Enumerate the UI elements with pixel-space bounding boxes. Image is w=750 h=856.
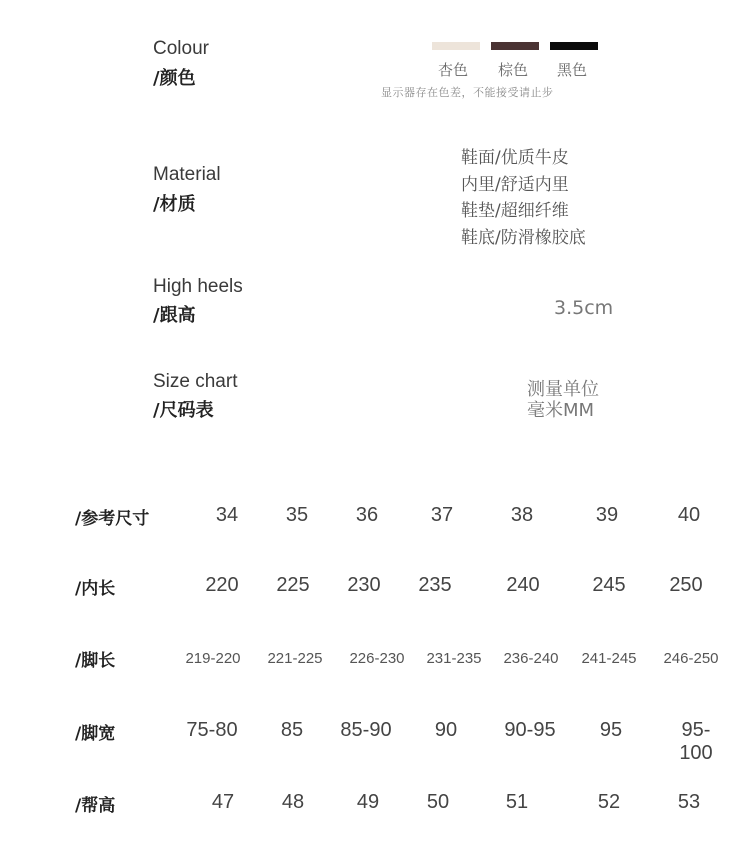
size-row-label: /内长 <box>75 579 116 599</box>
size-cell: 221-225 <box>267 650 323 667</box>
size-cell: 236-240 <box>503 650 559 667</box>
swatch-label-black: 黑色 <box>557 61 588 79</box>
measurement-unit-line2: 毫米MM <box>527 400 595 421</box>
size-cell: 48 <box>281 791 305 813</box>
material-list <box>461 145 586 251</box>
material-lining: 内里/舒适内里 <box>461 174 569 195</box>
size-cell: 219-220 <box>185 650 241 667</box>
size-cell: 49 <box>356 791 380 813</box>
size-cell: 240 <box>506 574 540 596</box>
measurement-unit-line1: 测量单位 <box>527 379 599 400</box>
swatch-black <box>550 42 598 50</box>
color-difference-note: 显示器存在色差，不能接受请止步 <box>381 86 554 99</box>
size-cell: 75-80 <box>186 719 238 741</box>
size-cell: 53 <box>677 791 701 813</box>
size-chart-label-zh: /尺码表 <box>153 400 214 421</box>
size-cell: 230 <box>347 574 381 596</box>
size-cell: 39 <box>595 504 619 526</box>
size-cell: 225 <box>276 574 310 596</box>
size-cell: 220 <box>205 574 239 596</box>
size-cell: 50 <box>426 791 450 813</box>
swatch-label-brown: 棕色 <box>498 61 529 79</box>
size-cell: 90-95 <box>504 719 556 741</box>
size-cell: 47 <box>211 791 235 813</box>
size-cell: 40 <box>677 504 701 526</box>
size-row-label: /脚长 <box>75 651 116 671</box>
size-cell: 90 <box>434 719 458 741</box>
size-cell: 241-245 <box>581 650 637 667</box>
size-cell: 246-250 <box>663 650 719 667</box>
material-upper: 鞋面/优质牛皮 <box>461 148 569 168</box>
heel-height-value: 3.5cm <box>554 297 614 319</box>
swatch-brown <box>491 42 539 50</box>
size-cell: 36 <box>355 504 379 526</box>
colour-label-en: Colour <box>153 38 209 59</box>
size-row-label: /参考尺寸 <box>75 509 150 529</box>
size-cell: 38 <box>510 504 534 526</box>
size-cell: 34 <box>215 504 239 526</box>
material-insole: 鞋垫/超细纤维 <box>461 201 569 221</box>
size-cell: 85 <box>280 719 304 741</box>
material-sole: 鞋底/防滑橡胶底 <box>461 227 586 248</box>
material-label-zh: /材质 <box>153 194 196 215</box>
heels-label-en: High heels <box>153 276 243 297</box>
size-cell: 226-230 <box>349 650 405 667</box>
size-cell: 35 <box>285 504 309 526</box>
size-cell: 250 <box>669 574 703 596</box>
colour-label-zh: /颜色 <box>153 68 196 89</box>
size-cell: 231-235 <box>426 650 482 667</box>
swatch-apricot <box>432 42 480 50</box>
size-row-label: /脚宽 <box>75 724 116 744</box>
heels-label-zh: /跟高 <box>153 305 196 326</box>
swatch-label-apricot: 杏色 <box>438 61 469 79</box>
size-cell: 245 <box>592 574 626 596</box>
size-cell: 235 <box>418 574 452 596</box>
size-cell: 52 <box>597 791 621 813</box>
size-row-label: /帮高 <box>75 796 116 816</box>
size-cell: 51 <box>505 791 529 813</box>
material-label-en: Material <box>153 164 221 185</box>
size-cell: 95-100 <box>679 719 713 764</box>
size-chart-label-en: Size chart <box>153 371 238 392</box>
size-cell: 85-90 <box>340 719 392 741</box>
size-cell: 37 <box>430 504 454 526</box>
size-cell: 95 <box>599 719 623 741</box>
